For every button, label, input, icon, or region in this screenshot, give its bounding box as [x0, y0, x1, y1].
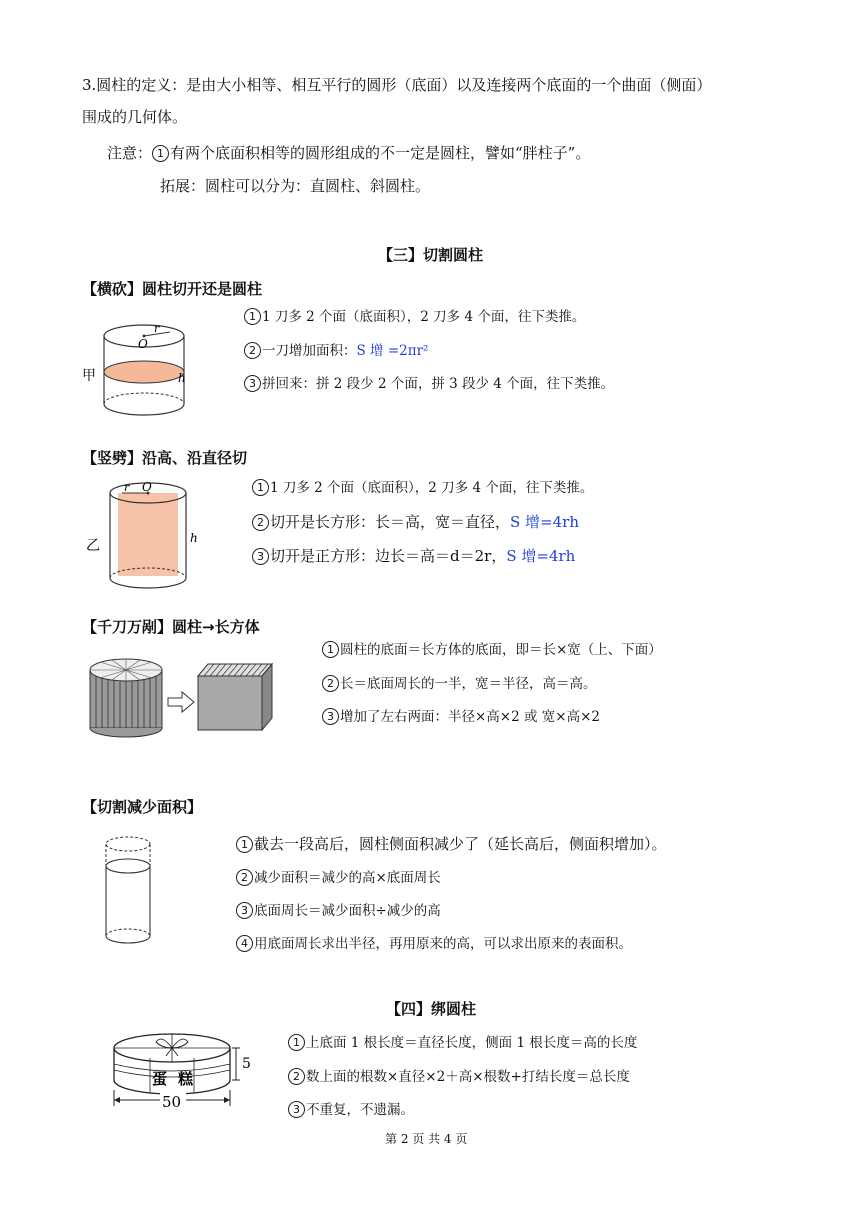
item-text: 切开是正方形：边长＝高＝d＝2r， — [270, 547, 507, 565]
horizontal-item-2 — [244, 341, 428, 361]
item-formula: S 增=4rh — [506, 547, 576, 565]
item-number-badge: 2 — [244, 342, 261, 359]
item-text: 圆柱的底面＝长方体的底面，即＝长×宽（上、下面） — [340, 642, 662, 658]
horizontal-fig-r-label: r — [154, 322, 160, 335]
cake-char-2: 糕 — [178, 1070, 194, 1088]
horizontal-fig-jia-label: 甲 — [82, 368, 96, 384]
cake-height-label: 5 — [242, 1056, 251, 1072]
note-number-badge: 1 — [152, 145, 169, 162]
item-text: 增加了左右两面：半径×高×2 或 宽×高×2 — [340, 709, 601, 725]
item-text: 不重复，不遗漏。 — [306, 1102, 414, 1118]
cake-width-label: 50 — [162, 1093, 182, 1111]
note-label: 注意： — [107, 144, 153, 162]
horizontal-cut-cylinder-figure — [80, 318, 200, 426]
item-number-badge: 1 — [244, 308, 261, 325]
item-number-badge: 1 — [252, 479, 269, 496]
extend-line: 拓展：圆柱可以分为：直圆柱、斜圆柱。 — [160, 177, 431, 195]
vertical-fig-h-label: h — [190, 531, 198, 545]
item-text: 长＝底面周长的一半，宽＝半径，高＝高。 — [340, 676, 597, 692]
item-text: 用底面周长求出半径，再用原来的高，可以求出原来的表面积。 — [254, 936, 632, 952]
reduce-area-cylinder-figure — [100, 832, 160, 948]
item-text: 一刀增加面积： — [262, 343, 357, 359]
reduce-area-title: 【切割减少面积】 — [82, 798, 203, 816]
definition-line-1: 3.圆柱的定义：是由大小相等、相互平行的圆形（底面）以及连接两个底面的一个曲面（侧面） — [82, 76, 712, 94]
item-formula: S 增=4rh — [510, 513, 580, 531]
horizontal-fig-o-label: O — [138, 337, 148, 351]
cake-ribbon-figure — [104, 1028, 260, 1112]
cake-char-1: 蛋 — [152, 1070, 168, 1088]
vertical-item-2 — [252, 511, 579, 533]
item-number-badge: 2 — [252, 514, 269, 531]
item-text: 上底面 1 根长度＝直径长度，侧面 1 根长度＝高的长度 — [306, 1035, 638, 1051]
item-number-badge: 3 — [322, 708, 339, 725]
bind-item-2 — [288, 1067, 630, 1087]
cuboid-item-1 — [322, 640, 662, 660]
item-text: 数上面的根数×直径×2＋高×根数+打结长度＝总长度 — [306, 1069, 630, 1085]
note-line — [107, 142, 590, 164]
item-number-badge: 2 — [322, 675, 339, 692]
bind-item-1 — [288, 1033, 637, 1053]
item-number-badge: 1 — [322, 641, 339, 658]
vertical-fig-yi-label: 乙 — [86, 538, 100, 554]
bind-item-3 — [288, 1100, 414, 1120]
item-text: 1 刀多 2 个面（底面积），2 刀多 4 个面，往下类推。 — [270, 480, 594, 496]
section-4-title: 【四】绑圆柱 — [386, 1000, 477, 1018]
horizontal-item-3 — [244, 374, 614, 394]
item-number-badge: 3 — [288, 1101, 305, 1118]
cylinder-to-cuboid-figure — [84, 652, 284, 742]
vertical-item-3 — [252, 545, 575, 567]
item-text: 拼回来：拼 2 段少 2 个面，拼 3 段少 4 个面，往下类推。 — [262, 376, 615, 392]
vertical-cut-title: 【竖劈】沿高、沿直径切 — [82, 449, 248, 467]
vertical-fig-r-label: r — [124, 481, 130, 494]
horizontal-fig-h-label: h — [178, 371, 186, 385]
cuboid-item-3 — [322, 707, 600, 727]
vertical-fig-o-label: O — [142, 480, 152, 494]
item-formula: S 增 =2πr² — [356, 343, 429, 359]
item-number-badge: 3 — [244, 375, 261, 392]
definition-line-2: 围成的几何体。 — [82, 108, 188, 126]
reduce-item-3 — [236, 901, 441, 921]
item-text: 减少面积＝减少的高×底面周长 — [254, 870, 441, 886]
item-number-badge: 1 — [288, 1034, 305, 1051]
page-footer: 第 2 页 共 4 页 — [385, 1132, 468, 1146]
item-text: 截去一段高后，圆柱侧面积减少了（延长高后，侧面积增加）。 — [254, 835, 667, 853]
section-3-title: 【三】切割圆柱 — [378, 246, 484, 264]
item-text: 底面周长＝减少面积÷减少的高 — [254, 903, 441, 919]
item-number-badge: 4 — [236, 935, 253, 952]
vertical-item-1 — [252, 478, 593, 498]
cuboid-cut-title: 【千刀万剐】圆柱→长方体 — [82, 618, 260, 636]
cuboid-item-2 — [322, 674, 597, 694]
reduce-item-4 — [236, 934, 632, 954]
item-number-badge: 1 — [236, 836, 253, 853]
horizontal-item-1 — [244, 307, 585, 327]
item-number-badge: 2 — [236, 869, 253, 886]
item-number-badge: 3 — [236, 902, 253, 919]
reduce-item-2 — [236, 868, 441, 888]
vertical-cut-cylinder-figure — [80, 478, 210, 598]
item-number-badge: 2 — [288, 1068, 305, 1085]
note-text: 有两个底面积相等的圆形组成的不一定是圆柱，譬如“胖柱子”。 — [170, 144, 591, 162]
reduce-item-1 — [236, 833, 667, 855]
horizontal-cut-title: 【横砍】圆柱切开还是圆柱 — [82, 280, 263, 298]
item-text: 切开是长方形：长＝高，宽＝直径， — [270, 513, 511, 531]
item-text: 1 刀多 2 个面（底面积），2 刀多 4 个面，往下类推。 — [262, 309, 586, 325]
item-number-badge: 3 — [252, 548, 269, 565]
